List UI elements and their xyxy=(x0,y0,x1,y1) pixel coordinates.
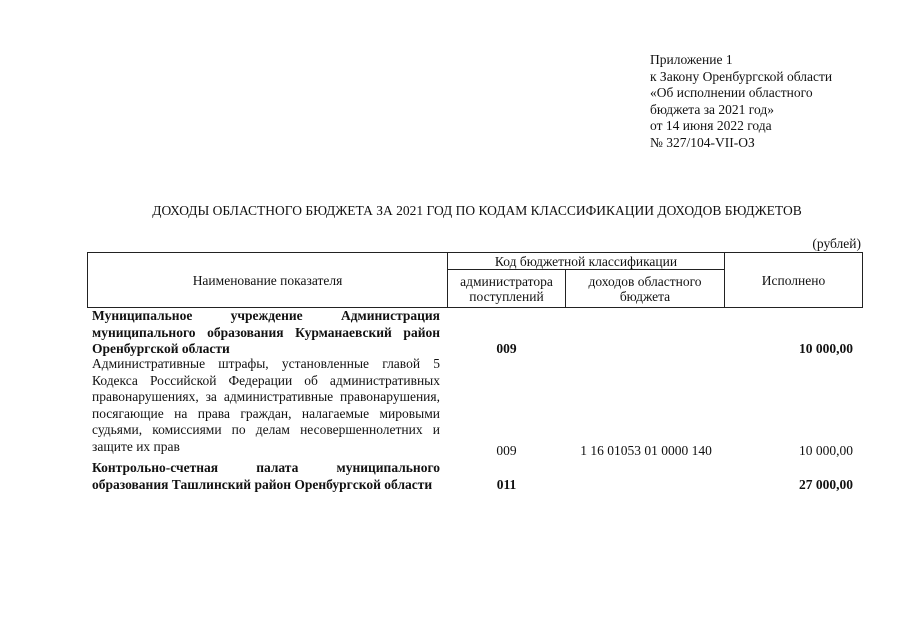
appendix-line-4: бюджета за 2021 год» xyxy=(650,101,774,117)
header-name xyxy=(87,252,448,308)
header-admin-line-2: поступлений xyxy=(469,288,544,304)
row-amount: 27 000,00 xyxy=(799,477,853,492)
row-admin-code: 009 xyxy=(496,341,517,356)
row-name: Административные штрафы, установленные главой 5 Кодекса Российской Федерации об административных правонарушениях, за административные правонарушения, посягающие на права граждан, налагаемые мировыми судьями, комиссиями по делам несовершеннолетних и защите их прав xyxy=(92,356,440,454)
row-admin-code: 011 xyxy=(496,477,517,492)
table-header xyxy=(87,252,863,308)
table-row xyxy=(0,356,899,461)
row-income-code: 1 16 01053 01 0000 140 xyxy=(580,443,712,458)
header-income-line-1: доходов областного xyxy=(588,273,702,289)
header-code-group-label: Код бюджетной классификации xyxy=(494,253,678,269)
units-label: (рублей) xyxy=(812,236,861,251)
appendix-line-3: «Об исполнении областного xyxy=(650,85,813,100)
header-executed-label: Исполнено xyxy=(761,272,826,288)
appendix-line-1: Приложение 1 xyxy=(650,52,733,67)
header-code-group xyxy=(447,252,725,270)
appendix-block xyxy=(650,52,832,151)
table-row xyxy=(0,460,899,496)
appendix-line-5: от 14 июня 2022 года xyxy=(650,118,772,133)
header-admin xyxy=(447,269,566,308)
header-admin-line-1: администратора xyxy=(460,273,553,289)
header-name-label: Наименование показателя xyxy=(192,272,343,288)
appendix-line-6: № 327/104-VII-ОЗ xyxy=(650,134,755,150)
row-name: Контрольно-счетная палата муниципального образования Ташлинский район Оренбургской области xyxy=(92,460,440,492)
row-amount: 10 000,00 xyxy=(799,443,853,458)
appendix-line-2: к Закону Оренбургской области xyxy=(650,68,833,84)
header-income-line-2: бюджета xyxy=(619,288,671,304)
row-amount: 10 000,00 xyxy=(799,341,853,356)
document-title: ДОХОДЫ ОБЛАСТНОГО БЮДЖЕТА ЗА 2021 ГОД ПО КОДАМ КЛАССИФИКАЦИИ ДОХОДОВ БЮДЖЕТОВ xyxy=(152,203,802,218)
header-executed xyxy=(724,252,863,308)
row-name: Муниципальное учреждение Администрация муниципального образования Курманаевский район Оренбургской области xyxy=(92,308,440,356)
row-admin-code: 009 xyxy=(496,443,517,458)
header-income xyxy=(565,269,725,308)
